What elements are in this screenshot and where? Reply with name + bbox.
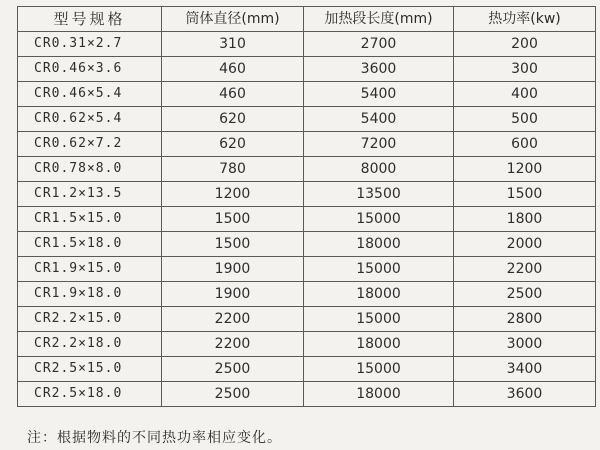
heating-length-cell: 3600: [304, 57, 454, 82]
thermal-power-cell: 500: [454, 107, 596, 132]
spec-table: [17, 6, 596, 407]
diameter-cell: 310: [162, 32, 304, 57]
heating-length-cell: 15000: [304, 257, 454, 282]
diameter-cell: 1500: [162, 232, 304, 257]
diameter-cell: 2200: [162, 332, 304, 357]
thermal-power-cell: 200: [454, 32, 596, 57]
model-cell: CR0.62×7.2: [18, 132, 162, 157]
diameter-cell: 620: [162, 132, 304, 157]
table-row: [18, 382, 596, 407]
header-model: 型号规格: [18, 7, 162, 32]
header-thermal-power: 热功率(kw): [454, 7, 596, 32]
diameter-cell: 2500: [162, 357, 304, 382]
diameter-cell: 460: [162, 57, 304, 82]
diameter-cell: 2200: [162, 307, 304, 332]
heating-length-cell: 18000: [304, 382, 454, 407]
thermal-power-cell: 1500: [454, 182, 596, 207]
diameter-cell: 1900: [162, 282, 304, 307]
model-cell: CR1.5×15.0: [18, 207, 162, 232]
heating-length-cell: 2700: [304, 32, 454, 57]
table-row: [18, 307, 596, 332]
thermal-power-cell: 3600: [454, 382, 596, 407]
heating-length-cell: 15000: [304, 307, 454, 332]
heating-length-cell: 15000: [304, 357, 454, 382]
heating-length-cell: 18000: [304, 332, 454, 357]
header-diameter: 筒体直径(mm): [162, 7, 304, 32]
heating-length-cell: 18000: [304, 232, 454, 257]
table-row: [18, 232, 596, 257]
thermal-power-cell: 300: [454, 57, 596, 82]
heating-length-cell: 18000: [304, 282, 454, 307]
model-cell: CR0.78×8.0: [18, 157, 162, 182]
table-row: [18, 57, 596, 82]
thermal-power-cell: 3000: [454, 332, 596, 357]
heating-length-cell: 8000: [304, 157, 454, 182]
diameter-cell: 460: [162, 82, 304, 107]
footnote: 注：根据物料的不同热功率相应变化。: [27, 430, 282, 446]
model-cell: CR0.46×3.6: [18, 57, 162, 82]
diameter-cell: 1500: [162, 207, 304, 232]
table-row: [18, 32, 596, 57]
diameter-cell: 1900: [162, 257, 304, 282]
diameter-cell: 620: [162, 107, 304, 132]
table-row: [18, 157, 596, 182]
model-cell: CR2.5×15.0: [18, 357, 162, 382]
table-row: [18, 107, 596, 132]
thermal-power-cell: 3400: [454, 357, 596, 382]
model-cell: CR2.2×15.0: [18, 307, 162, 332]
thermal-power-cell: 2200: [454, 257, 596, 282]
table-row: [18, 357, 596, 382]
heating-length-cell: 13500: [304, 182, 454, 207]
thermal-power-cell: 600: [454, 132, 596, 157]
model-cell: CR0.46×5.4: [18, 82, 162, 107]
model-cell: CR1.9×18.0: [18, 282, 162, 307]
heating-length-cell: 7200: [304, 132, 454, 157]
model-cell: CR2.2×18.0: [18, 332, 162, 357]
table-row: [18, 207, 596, 232]
model-cell: CR0.31×2.7: [18, 32, 162, 57]
table-row: [18, 182, 596, 207]
table-row: [18, 282, 596, 307]
model-cell: CR0.62×5.4: [18, 107, 162, 132]
diameter-cell: 1200: [162, 182, 304, 207]
model-cell: CR1.9×15.0: [18, 257, 162, 282]
header-heating-length: 加热段长度(mm): [304, 7, 454, 32]
thermal-power-cell: 1200: [454, 157, 596, 182]
thermal-power-cell: 2500: [454, 282, 596, 307]
heating-length-cell: 15000: [304, 207, 454, 232]
header-row: [18, 7, 596, 32]
thermal-power-cell: 2000: [454, 232, 596, 257]
diameter-cell: 780: [162, 157, 304, 182]
thermal-power-cell: 2800: [454, 307, 596, 332]
model-cell: CR1.5×18.0: [18, 232, 162, 257]
model-cell: CR2.5×18.0: [18, 382, 162, 407]
diameter-cell: 2500: [162, 382, 304, 407]
table-row: [18, 82, 596, 107]
thermal-power-cell: 400: [454, 82, 596, 107]
table-row: [18, 132, 596, 157]
thermal-power-cell: 1800: [454, 207, 596, 232]
heating-length-cell: 5400: [304, 82, 454, 107]
model-cell: CR1.2×13.5: [18, 182, 162, 207]
table-row: [18, 257, 596, 282]
table-row: [18, 332, 596, 357]
heating-length-cell: 5400: [304, 107, 454, 132]
